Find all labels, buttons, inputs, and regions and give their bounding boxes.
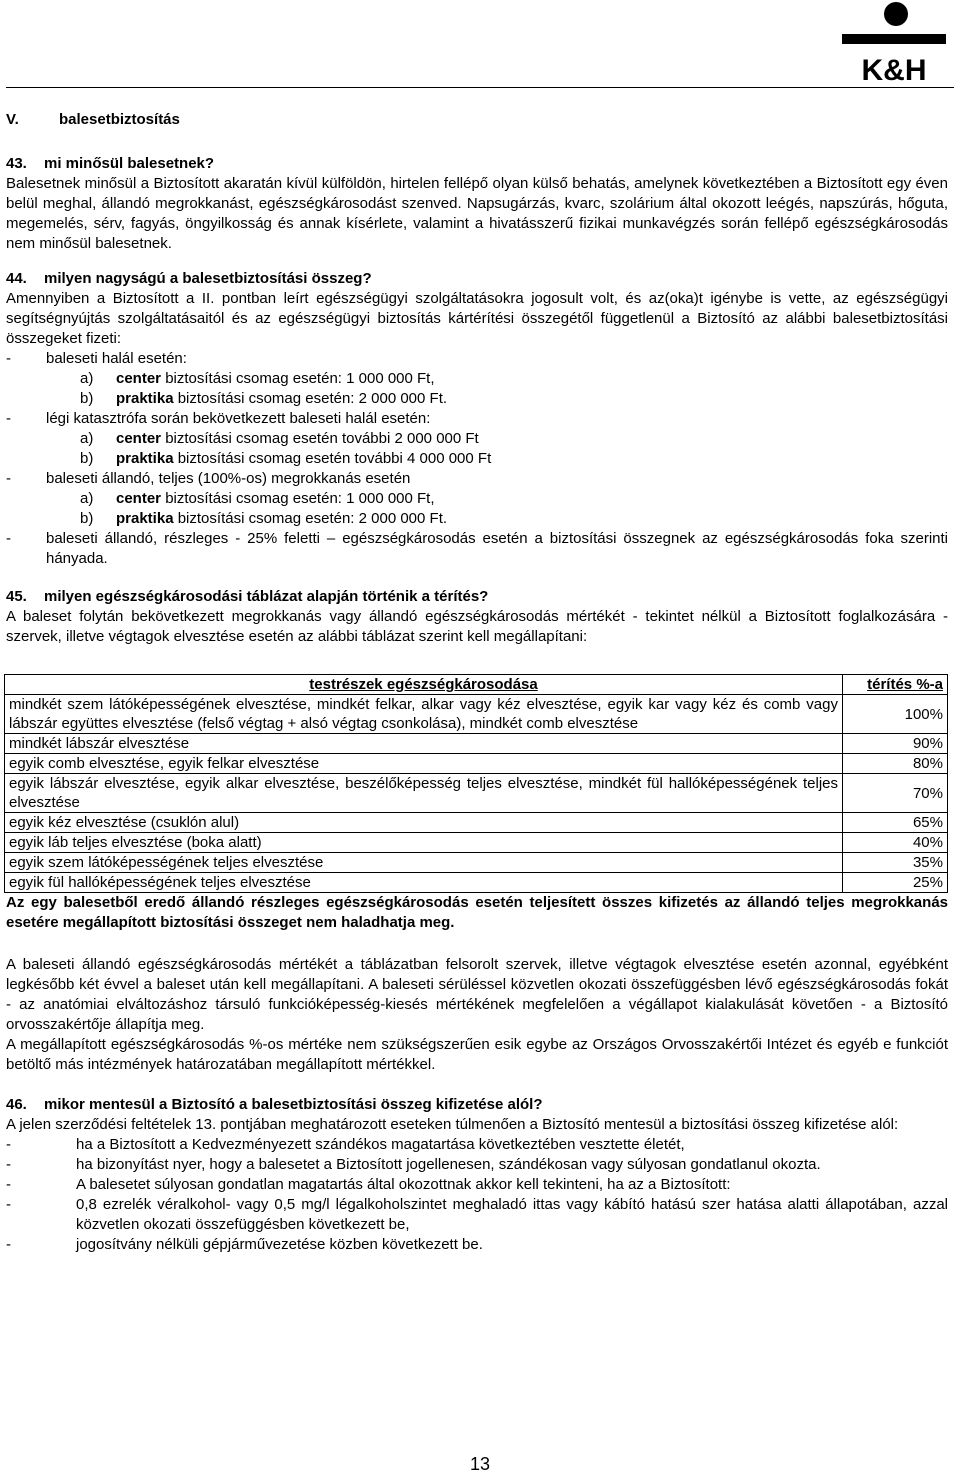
q44-sub-item [6,389,948,409]
table-cell-part: egyik szem látóképességének teljes elvesztése [5,853,843,873]
section-heading: V. balesetbiztosítás [6,111,180,128]
q46-list-item [6,1155,948,1175]
table-cell-pct: 35% [843,853,948,873]
q44-list-item [6,469,948,489]
item-text: jogosítvány nélküli gépjárművezetése közben következett be. [76,1236,483,1253]
table-body [5,695,948,893]
table-cell-pct: 70% [843,774,948,813]
page-content [6,108,948,1255]
q44-list [6,349,948,569]
sub-text: biztosítási csomag esetén további 4 000 000 Ft [173,450,492,467]
q46-list-item [6,1195,948,1235]
table-cell-pct: 40% [843,833,948,853]
item-text: légi katasztrófa során bekövetkezett baleseti halál esetén: [46,410,431,427]
q46-list-item [6,1235,948,1255]
q45-intro: A baleset folytán bekövetkezett megrokkanás vagy állandó egészségkárosodás mértékét - tekintet nélkül a Biztosított foglalkozására - szervek, illetve végtagok elvesztése esetén az alábbi táblázat szerint kell megállapítani: [6,608,948,645]
table-row [5,873,948,893]
package-name: center [116,430,162,447]
q45-para2: A megállapított egészségkárosodás %-os mértéke nem szükségszerűen esik egybe az Országos Orvosszakértői Intézet és egyéb e funkciót betöltő más intézmények határozatában megállapított mértékkel. [6,1036,948,1073]
q44-sub-item [6,509,948,529]
table-row [5,833,948,853]
q44-sub-item [6,369,948,389]
package-name: praktika [116,510,174,527]
item-text: ha bizonyítást nyer, hogy a balesetet a Biztosított jogellenesen, szándékosan vagy súlyosan gondatlanul okozta. [76,1156,821,1173]
q46-heading: 46. mikor mentesül a Biztosító a balesetbiztosítási összeg kifizetése alól? [6,1096,543,1113]
header-divider [6,87,954,88]
q44-list-item [6,529,948,569]
q44-list-item [6,409,948,429]
q45-para1: A baleseti állandó egészségkárosodás mértékét a táblázatban felsorolt szervek, illetve végtagok elvesztése esetén azonnal, egyébként legkésőbb két évvel a baleset után kell megállapítani. A baleseti sérüléssel közvetlen okozati összefüggésben lévő egészségkárosodás fokát - az anatómiai elváltozáshoz társuló funkcióképesség-kiesés mértékének megfelelően a végállapot kialakulását követően - a Biztosító orvosszakértője állapítja meg. [6,956,948,1033]
dash: - [6,410,11,427]
dash: - [6,1156,11,1173]
q44-heading: 44. milyen nagyságú a balesetbiztosítási összeg? [6,270,372,287]
dash: - [6,1236,11,1253]
q43-text: Balesetnek minősül a Biztosított akaratán kívül külföldön, hirtelen fellépő olyan külső behatás, amelynek következtében a Biztosított egy éven belül meghal, állandó megrokkanást, egészségkárosodást szenved. Napsugárzás, kvarc, szolárium által okozott leégés, napszúrás, hőguta, megemelés, sérv, fagyás, öngyilkosság és annak kísérlete, valamint a hivatásszerű fizikai munkavégzés során fellépő egészségkárosodás nem minősül balesetnek. [6,175,948,252]
table-row [5,813,948,833]
table-header-pct: térítés %-a [843,675,948,695]
table-row [5,695,948,734]
sub-letter: b) [80,510,94,527]
damage-table [4,674,948,893]
table-header-part: testrészek egészségkárosodása [5,675,843,695]
dash: - [6,1196,11,1213]
q44-sub-item [6,449,948,469]
sub-letter: b) [80,450,94,467]
table-cell-part: egyik fül hallóképességének teljes elvesztése [5,873,843,893]
table-cell-pct: 90% [843,734,948,754]
sub-letter: b) [80,390,94,407]
item-text: 0,8 ezrelék véralkohol- vagy 0,5 mg/l légalkoholszintet meghaladó ittas vagy kábító hatású szer hatása alatti állapotában, azzal közvetlen okozati összefüggésben következett be, [76,1196,948,1233]
sub-text: biztosítási csomag esetén: 1 000 000 Ft, [161,490,435,507]
table-cell-part: egyik comb elvesztése, egyik felkar elvesztése [5,754,843,774]
item-text: A balesetet súlyosan gondatlan magatartás által okozottnak akkor kell tekinteni, ha az a Biztosított: [76,1176,731,1193]
sub-letter: a) [80,490,94,507]
q44-intro: Amennyiben a Biztosított a II. pontban leírt egészségügyi szolgáltatásokra jogosult volt, és az(oka)t igénybe is vette, az egészségügyi segítségnyújtás szolgáltatásaitól és az egészségügyi biztosítás kártérítési összegétől függetlenül a Biztosító az alábbi balesetbiztosítási összegeket fizeti: [6,290,948,347]
item-text: baleseti állandó, részleges - 25% feletti – egészségkárosodás esetén a biztosítási összegnek az egészségkárosodás foka szerinti hányada. [46,530,948,567]
q45-bold-note: Az egy balesetből eredő állandó részleges egészségkárosodás esetén teljesített összes kifizetés az állandó teljes megrokkanás esetére megállapított biztosítási összeget nem haladhatja meg. [6,894,948,931]
table-cell-part: mindkét szem látóképességének elvesztése, mindkét felkar, alkar vagy kéz elvesztése, egyik kar vagy kéz és comb vagy lábszár együttes elvesztése (felső végtag + alsó végtag csonkolása), mindkét comb elvesztése [5,695,843,734]
table-cell-part: egyik lábszár elvesztése, egyik alkar elvesztése, beszélőképesség teljes elvesztése, mindkét fül hallóképességének teljes elvesztése [5,774,843,813]
table-cell-pct: 80% [843,754,948,774]
item-text: baleseti állandó, teljes (100%-os) megrokkanás esetén [46,470,411,487]
q46-list [6,1135,948,1255]
table-header-row [5,675,948,695]
q45-heading: 45. milyen egészségkárosodási táblázat alapján történik a térítés? [6,588,489,605]
table-row [5,734,948,754]
package-name: center [116,490,162,507]
sub-text: biztosítási csomag esetén további 2 000 000 Ft [161,430,479,447]
table-cell-pct: 65% [843,813,948,833]
sub-text: biztosítási csomag esetén: 2 000 000 Ft. [173,510,448,527]
item-text: baleseti halál esetén: [46,350,187,367]
logo-text: K&H [861,54,927,84]
table-row [5,853,948,873]
table-cell-part: egyik kéz elvesztése (csuklón alul) [5,813,843,833]
table-cell-part: mindkét lábszár elvesztése [5,734,843,754]
q46-list-item [6,1175,948,1195]
dash: - [6,530,11,547]
sub-letter: a) [80,370,94,387]
q46-list-item [6,1135,948,1155]
page-number: 13 [469,1454,491,1474]
table-cell-pct: 25% [843,873,948,893]
kh-logo [842,0,946,84]
table-row [5,774,948,813]
table-cell-part: egyik láb teljes elvesztése (boka alatt) [5,833,843,853]
q44-sub-item [6,429,948,449]
sub-text: biztosítási csomag esetén: 2 000 000 Ft. [173,390,448,407]
package-name: praktika [116,390,174,407]
item-text: ha a Biztosított a Kedvezményezett szándékos magatartása következtében vesztette életét, [76,1136,685,1153]
table-cell-pct: 100% [843,695,948,734]
sub-letter: a) [80,430,94,447]
q46-intro: A jelen szerződési feltételek 13. pontjában meghatározott eseteken túlmenően a Biztosító mentesül a biztosítási összeg kifizetése alól: [6,1116,899,1133]
q43-heading: 43. mi minősül balesetnek? [6,155,215,172]
dash: - [6,1176,11,1193]
dash: - [6,470,11,487]
q44-sub-item [6,489,948,509]
table-row [5,754,948,774]
sub-text: biztosítási csomag esetén: 1 000 000 Ft, [161,370,435,387]
package-name: center [116,370,162,387]
dash: - [6,1136,11,1153]
q44-list-item [6,349,948,369]
dash: - [6,350,11,367]
package-name: praktika [116,450,174,467]
